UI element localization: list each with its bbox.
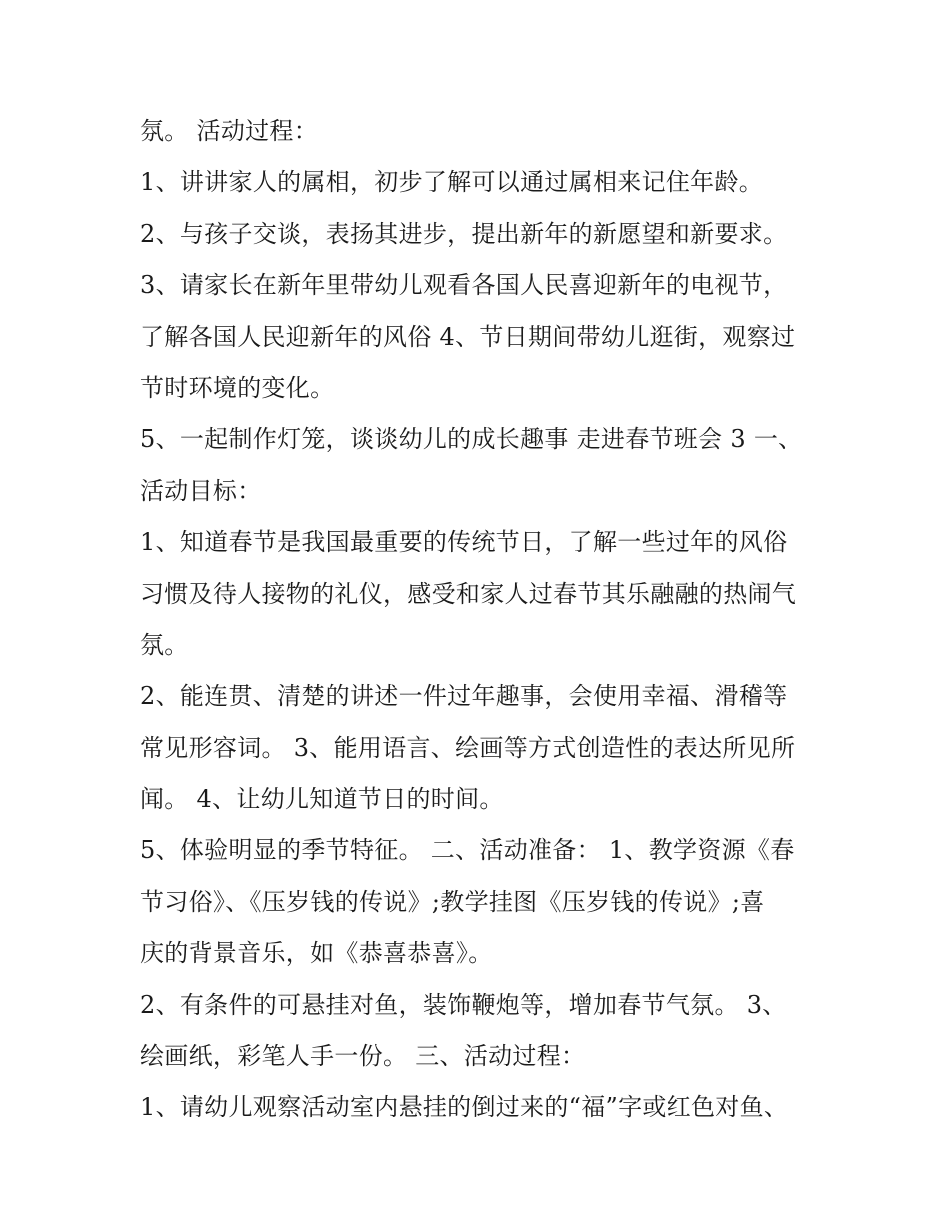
text-line: 绘画纸，彩笔人手一份。 三、活动过程： [140, 1042, 586, 1071]
text-line: 了解各国人民迎新年的风俗 4、节日期间带幼儿逛街，观察过 [140, 322, 796, 351]
text-line: 庆的背景音乐，如《恭喜恭喜》。 [140, 939, 493, 968]
text-line: 5、体验明显的季节特征。 二、活动准备： 1、教学资源《春 [140, 836, 795, 865]
text-line: 1、讲讲家人的属相，初步了解可以通过属相来记住年龄。 [140, 168, 764, 197]
text-line: 5、一起制作灯笼，谈谈幼儿的成长趣事 走进春节班会 3 一、 [140, 425, 803, 454]
text-line: 氛。 活动过程： [140, 117, 319, 145]
text-line: 2、能连贯、清楚的讲述一件过年趣事，会使用幸福、滑稽等 [140, 682, 788, 711]
text-line: 节习俗》、《压岁钱的传说》;教学挂图《压岁钱的传说》;喜 [140, 887, 765, 916]
text-line: 2、与孩子交谈，表扬其进步，提出新年的新愿望和新要求。 [140, 219, 788, 248]
document-body [140, 106, 830, 1134]
text-line: 氛。 [140, 630, 189, 659]
text-line: 活动目标： [140, 476, 262, 505]
text-line: 3、请家长在新年里带幼儿观看各国人民喜迎新年的电视节， [140, 271, 788, 300]
text-line: 2、有条件的可悬挂对鱼，装饰鞭炮等，增加春节气氛。 3、 [140, 990, 787, 1019]
text-line: 节时环境的变化。 [140, 373, 335, 402]
text-line: 1、请幼儿观察活动室内悬挂的倒过来的“福”字或红色对鱼、 [140, 1093, 789, 1122]
text-line: 习惯及待人接物的礼仪，感受和家人过春节其乐融融的热闹气 [140, 579, 797, 608]
text-line: 1、知道春节是我国最重要的传统节日，了解一些过年的风俗 [140, 528, 788, 557]
text-line: 常见形容词。 3、能用语言、绘画等方式创造性的表达所见所 [140, 733, 796, 762]
text-line: 闻。 4、让幼儿知道节日的时间。 [140, 785, 504, 814]
